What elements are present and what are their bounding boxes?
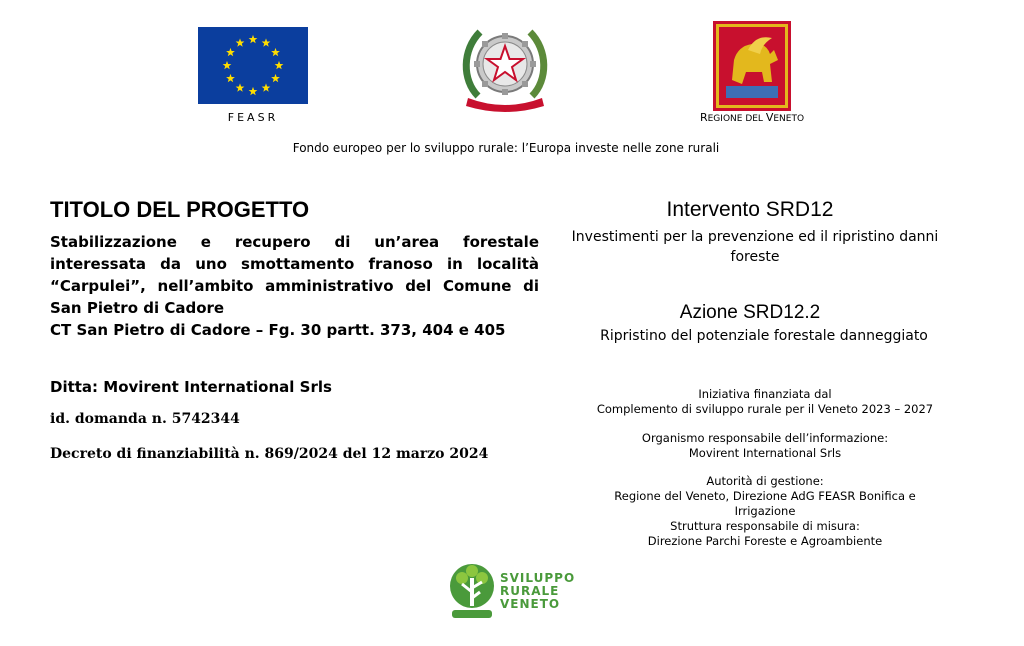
fund-tagline: Fondo europeo per lo sviluppo rurale: l’Europa investe nelle zone rurali bbox=[292, 141, 720, 155]
italian-republic-emblem bbox=[458, 18, 552, 114]
autorita-line-4: Struttura responsabile di misura: bbox=[670, 519, 860, 533]
sviluppo-rurale-logo-text bbox=[500, 572, 575, 611]
veneto-caption-egione: EGIONE bbox=[707, 114, 743, 124]
psr-text-line-3: VENETO bbox=[500, 597, 561, 611]
eu-star-icon bbox=[271, 74, 280, 82]
autorita-info bbox=[580, 474, 950, 549]
financing-info bbox=[580, 387, 950, 417]
eu-star-icon bbox=[223, 61, 232, 69]
eu-star-icon bbox=[262, 38, 271, 46]
eu-star-icon bbox=[236, 38, 245, 46]
eu-star-icon bbox=[271, 48, 280, 56]
financing-line-2: Complemento di sviluppo rurale per il Veneto 2023 – 2027 bbox=[596, 402, 934, 416]
project-desc-line-4: San Pietro di Cadore bbox=[50, 299, 225, 317]
decreto-finanziabilita: Decreto di finanziabilità n. 869/2024 del 12 marzo 2024 bbox=[50, 446, 489, 462]
veneto-caption-initial-r: R bbox=[699, 111, 708, 124]
eu-star-icon bbox=[249, 87, 258, 95]
azione-title: Azione SRD12.2 bbox=[679, 302, 821, 323]
feasr-caption: FEASR bbox=[227, 111, 279, 124]
autorita-line-5: Direzione Parchi Foreste e Agroambiente bbox=[647, 534, 883, 548]
project-heading: TITOLO DEL PROGETTO bbox=[50, 197, 310, 222]
domanda-id: id. domanda n. 5742344 bbox=[50, 411, 240, 427]
ditta-label: Ditta: Movirent International Srls bbox=[50, 378, 332, 396]
regione-veneto-shield bbox=[712, 20, 792, 112]
financing-line-1: Iniziativa finanziata dal bbox=[698, 387, 832, 401]
eu-star-icon bbox=[226, 74, 235, 82]
project-desc-line-5: CT San Pietro di Cadore – Fg. 30 partt. 373, 404 e 405 bbox=[50, 321, 506, 339]
veneto-caption-eneto: ENETO bbox=[773, 114, 805, 124]
intervento-subtitle-line-1: Investimenti per la prevenzione ed il ripristino danni bbox=[571, 229, 939, 245]
project-desc-line-2: interessata da uno smottamento franoso in località bbox=[50, 255, 539, 273]
sviluppo-rurale-logo-icon bbox=[448, 560, 496, 622]
intervento-subtitle-line-2: foreste bbox=[730, 249, 780, 265]
project-description bbox=[50, 231, 539, 341]
organismo-line-1: Organismo responsabile dell’informazione: bbox=[641, 431, 889, 445]
project-desc-line-3: “Carpulei”, nell’ambito amministrativo del Comune di bbox=[50, 277, 539, 295]
eu-flag-logo bbox=[198, 27, 308, 104]
organismo-info bbox=[580, 431, 950, 461]
psr-text-line-1: SVILUPPO bbox=[500, 571, 576, 585]
autorita-line-3: Irrigazione bbox=[734, 504, 796, 518]
veneto-caption-initial-v: V bbox=[765, 111, 774, 124]
eu-star-icon bbox=[226, 48, 235, 56]
intervento-title: Intervento SRD12 bbox=[666, 198, 834, 221]
eu-star-icon bbox=[236, 83, 245, 91]
azione-subtitle: Ripristino del potenziale forestale danneggiato bbox=[600, 328, 928, 344]
eu-star-icon bbox=[262, 83, 271, 91]
eu-stars-icon bbox=[198, 27, 308, 104]
veneto-caption-del: DEL bbox=[742, 114, 766, 124]
autorita-line-2: Regione del Veneto, Direzione AdG FEASR Bonifica e bbox=[614, 489, 916, 503]
eu-star-icon bbox=[249, 35, 258, 43]
autorita-line-1: Autorità di gestione: bbox=[706, 474, 824, 488]
project-desc-line-1: Stabilizzazione e recupero di un’area forestale bbox=[50, 233, 539, 251]
organismo-line-2: Movirent International Srls bbox=[688, 446, 842, 460]
eu-star-icon bbox=[275, 61, 284, 69]
regione-veneto-caption bbox=[672, 111, 832, 124]
intervento-subtitle bbox=[540, 227, 970, 267]
psr-text-line-2: RURALE bbox=[500, 584, 560, 598]
